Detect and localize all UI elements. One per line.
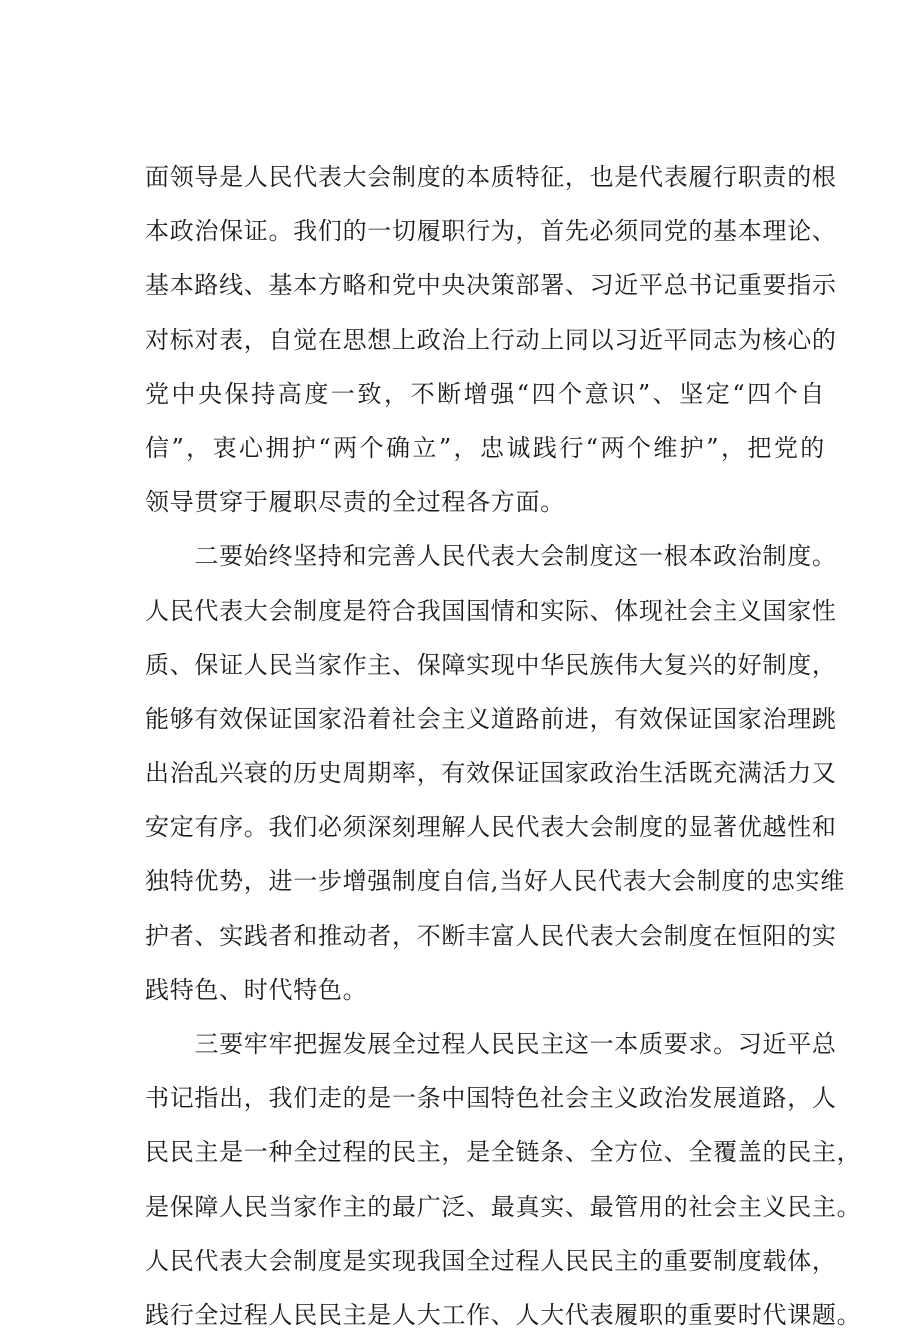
text-line: 党中央保持高度一致，不断增强“四个意识”、坚定“四个自 <box>145 379 825 408</box>
text-line: 是保障人民当家作主的最广泛、最真实、最管用的社会主义民主。 <box>145 1192 862 1221</box>
text-line: 信”，衷心拥护“两个确立”，忠诚践行“两个维护”，把党的 <box>145 433 825 462</box>
text-line: 本政治保证。我们的一切履职行为，首先必须同党的基本理论、 <box>145 217 837 246</box>
text-line: 人民代表大会制度是实现我国全过程人民民主的重要制度载体， <box>145 1246 837 1275</box>
text-line: 质、保证人民当家作主、保障实现中华民族伟大复兴的好制度， <box>145 650 837 679</box>
text-line: 安定有序。我们必须深刻理解人民代表大会制度的显著优越性和 <box>145 813 837 842</box>
text-line: 护者、实践者和推动者，不断丰富人民代表大会制度在恒阳的实 <box>145 921 837 950</box>
text-line: 面领导是人民代表大会制度的本质特征，也是代表履行职责的根 <box>145 163 837 191</box>
text-line: 独特优势，进一步增强制度自信,当好人民代表大会制度的忠实维 <box>145 867 845 896</box>
paragraph-end-line: 践特色、时代特色。 <box>145 975 368 1004</box>
text-line: 民民主是一种全过程的民主，是全链条、全方位、全覆盖的民主， <box>145 1138 862 1167</box>
paragraph-end-line: 领导贯穿于履职尽责的全过程各方面。 <box>145 488 565 517</box>
text-line: 基本路线、基本方略和党中央决策部署、习近平总书记重要指示 <box>145 271 837 300</box>
text-line: 书记指出，我们走的是一条中国特色社会主义政治发展道路，人 <box>145 1084 837 1113</box>
text-line: 出治乱兴衰的历史周期率，有效保证国家政治生活既充满活力又 <box>145 759 837 788</box>
text-line: 能够有效保证国家沿着社会主义道路前进，有效保证国家治理跳 <box>145 704 837 733</box>
text-line: 践行全过程人民民主是人大工作、人大代表履职的重要时代课题。 <box>145 1300 862 1329</box>
text-line: 人民代表大会制度是符合我国国情和实际、体现社会主义国家性 <box>145 596 837 625</box>
paragraph-start-line: 三要牢牢把握发展全过程人民民主这一本质要求。习近平总 <box>145 1030 837 1058</box>
paragraph-start-line: 二要始终坚持和完善人民代表大会制度这一根本政治制度。 <box>145 542 837 571</box>
body-text <box>145 150 862 1342</box>
text-line: 对标对表，自觉在思想上政治上行动上同以习近平同志为核心的 <box>145 325 837 354</box>
